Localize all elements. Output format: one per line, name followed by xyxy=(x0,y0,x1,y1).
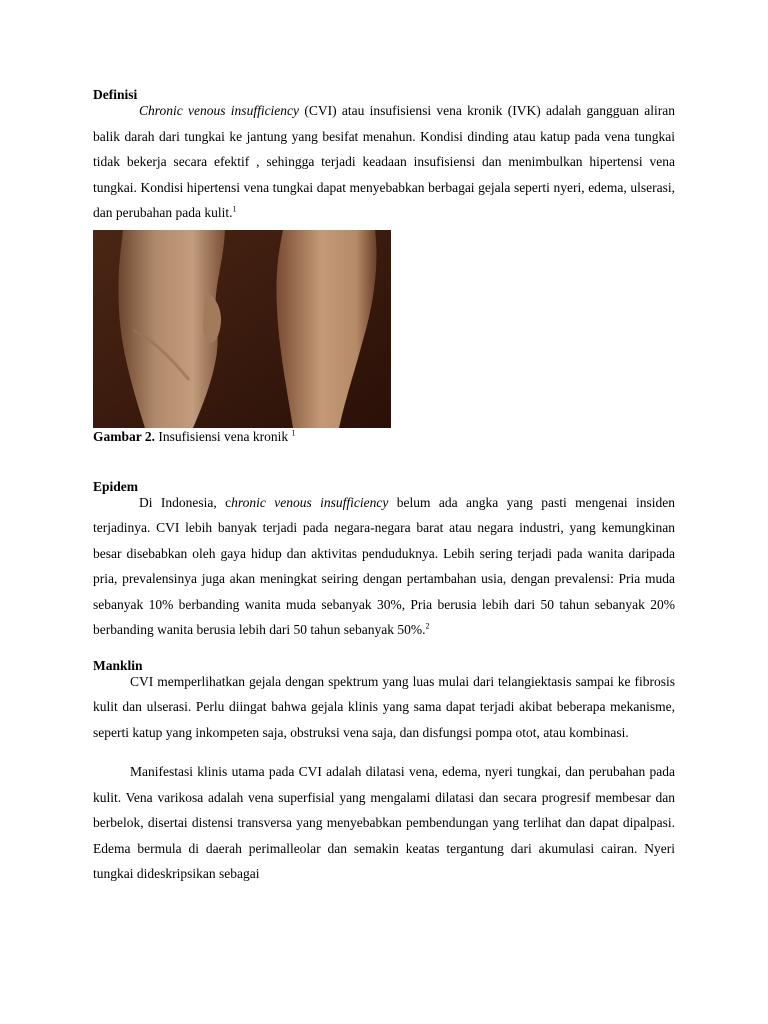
caption-label: Gambar 2. xyxy=(93,428,156,444)
paragraph-text: Di Indonesia, c xyxy=(139,494,232,510)
paragraph-text: belum ada angka yang pasti mengenai insiden terjadinya. CVI lebih banyak terjadi pada negara-negara barat atau negara industri, yang kemungkinan besar disebabkan oleh gaya hidup dan aktivitas penduduknya. Lebih sering terjadi pada wanita daripada pria, prevalensinya juga akan meningkat seiring dengan pertambahan usia, dengan prevalensi: Pria muda sebanyak 10% berbanding wanita muda sebanyak 30%, Pria berusia lebih dari 50 tahun sebanyak 20% berbanding wanita berusia lebih dari 50 tahun sebanyak 50%. xyxy=(93,494,675,637)
term-italic: hronic venous insufficiency xyxy=(231,494,389,510)
figure-legs-photo xyxy=(93,230,391,428)
caption-reference: 1 xyxy=(291,428,296,437)
reference-mark: 2 xyxy=(425,621,430,631)
heading-definisi: Definisi xyxy=(93,87,138,102)
paragraph-manklin-2: Manifestasi klinis utama pada CVI adalah dilatasi vena, edema, nyeri tungkai, dan perubahan pada kulit. Vena varikosa adalah vena superfisial yang mengalami dilatasi dan secara progresif membesar dan berbelok, disertai distensi transversa yang menyebabkan pembendungan yang terlihat dan dapat dipalpasi. Edema bermula di daerah perimalleolar dan semakin keatas tergantung dari akumulasi cairan. Nyeri tungkai dideskripsikan sebagai xyxy=(93,764,675,881)
figure-caption xyxy=(93,428,675,446)
term-italic: Chronic venous insufficiency xyxy=(139,103,300,118)
paragraph-epidem xyxy=(93,490,675,643)
heading-epidem: Epidem xyxy=(93,478,139,494)
paragraph-manklin-1: CVI memperlihatkan gejala dengan spektrum yang luas mulai dari telangiektasis sampai ke fibrosis kulit dan ulserasi. Perlu diingat bahwa gejala klinis yang sama dapat terjadi akibat beberapa mekanisme, seperti katup yang inkompeten saja, obstruksi vena saja, dan disfungsi pompa otot, atau kombinasi. xyxy=(93,673,675,740)
legs-photo-illustration xyxy=(93,230,391,428)
reference-mark: 1 xyxy=(232,204,237,214)
section-spacer xyxy=(93,643,675,657)
document-page xyxy=(93,86,675,887)
paragraph-definisi xyxy=(93,98,675,226)
caption-text: Insufisiensi vena kronik xyxy=(155,428,292,444)
section-spacer xyxy=(93,446,675,478)
heading-manklin: Manklin xyxy=(93,657,143,673)
paragraph-text: (CVI) atau insufisiensi vena kronik (IVK) adalah gangguan aliran balik darah dari tungkai ke jantung yang besifat menahun. Kondisi dinding atau katup pada vena tungkai tidak bekerja secara efektif , sehingga terjadi keadaan insufisiensi dan menimbulkan hipertensi vena tungkai. Kondisi hipertensi vena tungkai dapat menyebabkan berbagai gejala seperti nyeri, edema, ulserasi, dan perubahan pada kulit. xyxy=(93,103,676,220)
